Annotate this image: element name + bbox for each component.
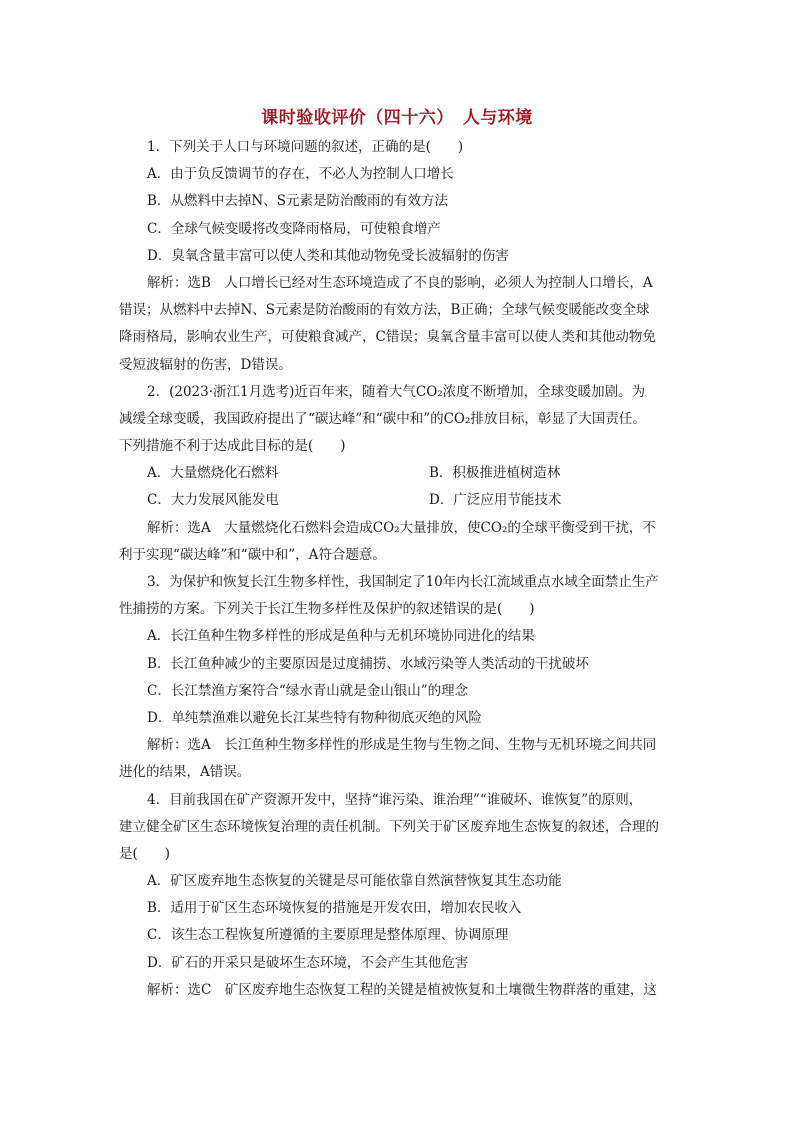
question-stem: 1．下列关于人口与环境问题的叙述，正确的是( ) bbox=[147, 139, 464, 155]
option-d: D．矿石的开采只是破坏生态环境，不会产生其他危害 bbox=[147, 954, 469, 971]
option-d: D．单纯禁渔难以避免长江某些特有物种彻底灭绝的风险 bbox=[147, 709, 482, 726]
explanation-line: 解析：选B 人口增长已经对生态环境造成了不良的影响，必须人为控制人口增长，A bbox=[147, 274, 653, 291]
options-row bbox=[119, 460, 679, 487]
question-stem: 3．为保护和恢复长江生物多样性，我国制定了10年内长江流域重点水域全面禁止生产 bbox=[147, 574, 659, 590]
question-stem: 建立健全矿区生态环境恢复治理的责任机制。下列关于矿区废弃地生态恢复的叙述，合理的 bbox=[119, 818, 659, 835]
question-1 bbox=[119, 134, 679, 379]
explanation-line: 降雨格局，影响农业生产，可使粮食减产，C错误；臭氧含量丰富可以使人类和其他动物免 bbox=[119, 329, 656, 346]
question-2 bbox=[119, 379, 679, 569]
options-row bbox=[119, 487, 679, 514]
page-title: 课时验收评价（四十六） 人与环境 bbox=[261, 108, 533, 128]
option-b: B．积极推进植树造林 bbox=[429, 465, 561, 482]
question-stem: 减缓全球变暖，我国政府提出了“碳达峰”和“碳中和”的CO₂排放目标，彰显了大国责任。 bbox=[119, 410, 646, 427]
option-a: A．矿区废弃地生态恢复的关键是尽可能依靠自然演替恢复其生态功能 bbox=[147, 873, 562, 890]
question-stem: 4．目前我国在矿产资源开发中，坚持“谁污染、谁治理”“谁破坏、谁恢复”的原则， bbox=[147, 791, 643, 808]
question-stem: 下列措施不利于达成此目标的是( ) bbox=[119, 438, 346, 455]
question-list bbox=[119, 134, 679, 1004]
explanation-line: 利于实现“碳达峰”和“碳中和”，A符合题意。 bbox=[119, 546, 386, 563]
question-stem: 性捕捞的方案。下列关于长江生物多样性及保护的叙述错误的是( ) bbox=[119, 601, 535, 618]
explanation-line: 解析：选C 矿区废弃地生态恢复工程的关键是植被恢复和土壤微生物群落的重建，这 bbox=[147, 981, 657, 998]
option-b: B．从燃料中去掉N、S元素是防治酸雨的有效方法 bbox=[147, 193, 448, 210]
question-stem: 是( ) bbox=[119, 845, 171, 862]
option-c: C．长江禁渔方案符合“绿水青山就是金山银山”的理念 bbox=[147, 682, 469, 699]
option-c: C．全球气候变暖将改变降雨格局，可使粮食增产 bbox=[147, 220, 441, 237]
option-a: A．由于负反馈调节的存在，不必人为控制人口增长 bbox=[147, 166, 454, 183]
option-c: C．该生态工程恢复所遵循的主要原理是整体原理、协调原理 bbox=[147, 927, 509, 944]
question-3 bbox=[119, 569, 679, 787]
option-b: B．长江鱼种减少的主要原因是过度捕捞、水域污染等人类活动的干扰破坏 bbox=[147, 655, 589, 672]
explanation-line: 进化的结果，A错误。 bbox=[119, 764, 251, 781]
option-a: A．长江鱼种生物多样性的形成是鱼种与无机环境协同进化的结果 bbox=[147, 628, 535, 645]
question-4 bbox=[119, 787, 679, 1005]
option-d: D．臭氧含量丰富可以使人类和其他动物免受长波辐射的伤害 bbox=[147, 247, 509, 264]
option-a: A．大量燃烧化石燃料 bbox=[147, 465, 279, 482]
explanation-line: 解析：选A 大量燃烧化石燃料会造成CO₂大量排放，使CO₂的全球平衡受到干扰，不 bbox=[147, 519, 656, 536]
explanation-line: 错误；从燃料中去掉N、S元素是防治酸雨的有效方法，B正确；全球气候变暖能改变全球 bbox=[119, 302, 650, 319]
option-d: D．广泛应用节能技术 bbox=[429, 492, 562, 509]
explanation-line: 受短波辐射的伤害，D错误。 bbox=[119, 356, 292, 373]
option-c: C．大力发展风能发电 bbox=[147, 492, 279, 509]
option-b: B．适用于矿区生态环境恢复的措施是开发农田，增加农民收入 bbox=[147, 900, 522, 917]
explanation-line: 解析：选A 长江鱼种生物多样性的形成是生物与生物之间、生物与无机环境之间共同 bbox=[147, 737, 657, 754]
question-stem: 2．(2023·浙江1月选考)近百年来，随着大气CO₂浓度不断增加，全球变暖加剧。为 bbox=[147, 383, 646, 400]
